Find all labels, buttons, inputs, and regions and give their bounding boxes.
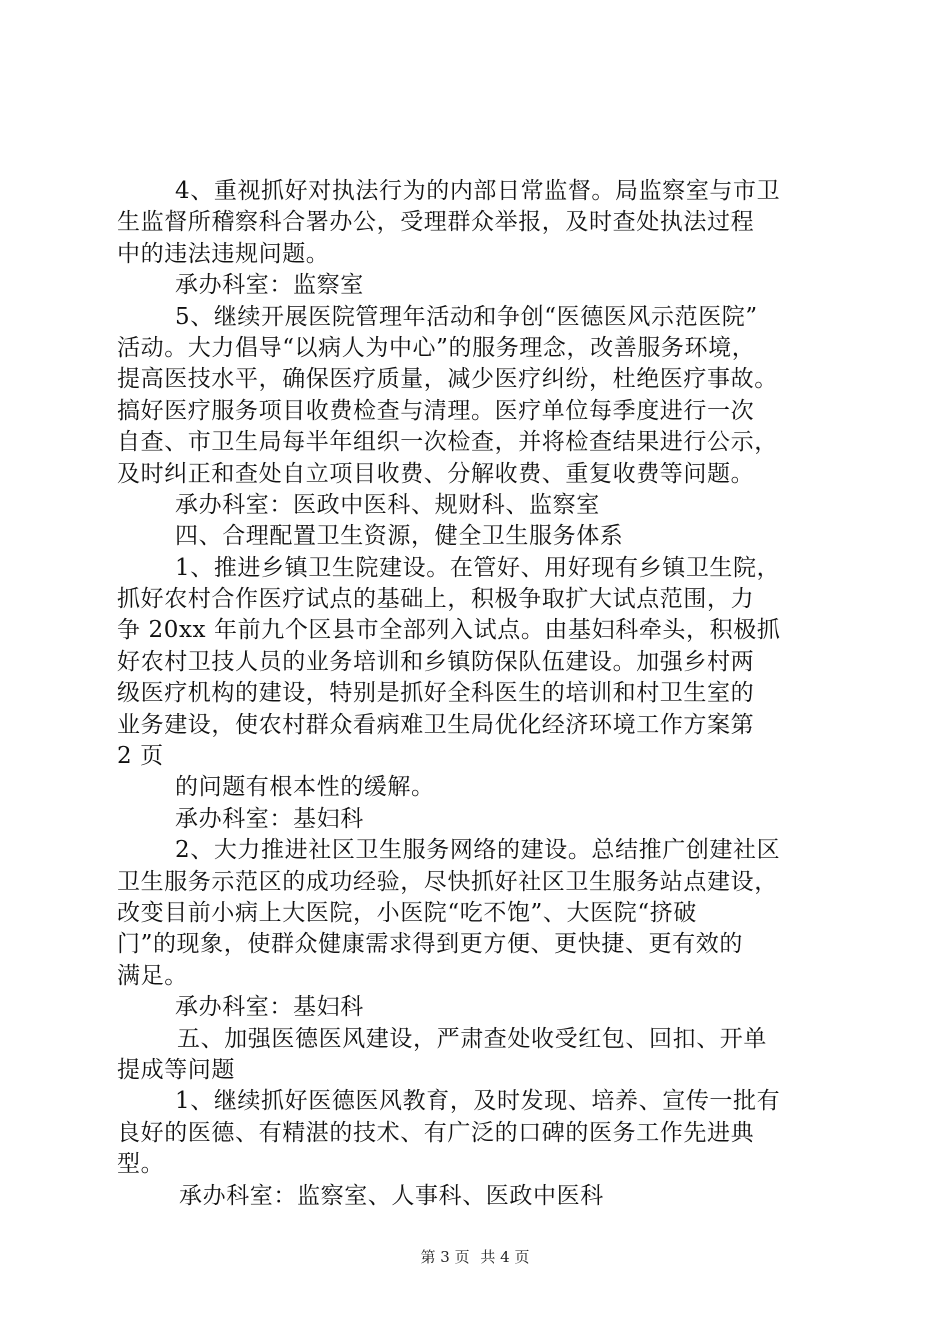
document-body [117,176,837,1212]
text-line: 1、继续抓好医德医风教育，及时发现、培养、宣传一批有 [175,1088,781,1115]
page-number: 第 3 页 [420,1248,470,1266]
text-line: 搞好医疗服务项目收费检查与清理。医疗单位每季度进行一次 [117,397,755,424]
text-line: 活动。大力倡导“以病人为中心”的服务理念，改善服务环境， [117,334,756,361]
text-line: 2 页 [117,743,164,770]
text-line: 4、重视抓好对执法行为的内部日常监督。局监察室与市卫 [175,178,781,204]
text-line: 提高医技水平，确保医疗质量，减少医疗纠纷，杜绝医疗事故。 [117,366,778,393]
text-line: 的问题有根本性的缓解。 [175,774,435,801]
text-line: 承办科室：医政中医科、规财科、监察室 [175,491,600,518]
text-line: 抓好农村合作医疗试点的基础上，积极争取扩大试点范围，力 [117,586,755,613]
text-line: 业务建设，使农村群众看病难卫生局优化经济环境工作方案第 [117,711,755,738]
text-line: 中的违法违规问题。 [117,240,330,267]
text-line: 承办科室：基妇科 [175,994,364,1021]
text-line: 争 20xx 年前九个区县市全部列入试点。由基妇科牵头，积极抓 [117,617,781,644]
text-line: 级医疗机构的建设，特别是抓好全科医生的培训和村卫生室的 [117,680,755,707]
text-line: 2、大力推进社区卫生服务网络的建设。总结推广创建社区 [175,837,781,864]
text-line: 及时纠正和查处自立项目收费、分解收费、重复收费等问题。 [117,460,755,487]
text-line: 型。 [117,1151,165,1178]
text-line: 改变目前小病上大医院，小医院“吃不饱”、大医院“挤破 [117,899,697,926]
text-line: 承办科室：监察室、人事科、医政中医科 [179,1182,604,1209]
text-line: 自查、市卫生局每半年组织一次检查，并将检查结果进行公示， [117,429,778,456]
text-line: 生监督所稽察科合署办公，受理群众举报，及时查处执法过程 [117,209,755,236]
text-line: 承办科室：基妇科 [175,805,364,832]
page-total: 共 4 页 [480,1248,530,1266]
text-line: 承办科室：监察室 [175,272,364,299]
text-line: 好农村卫技人员的业务培训和乡镇防保队伍建设。加强乡村两 [117,648,755,675]
page-footer [0,1246,950,1267]
text-line: 提成等问题 [117,1056,235,1083]
text-line: 卫生服务示范区的成功经验，尽快抓好社区卫生服务站点建设， [117,868,778,895]
text-line: 满足。 [117,962,188,989]
text-line: 四、合理配置卫生资源，健全卫生服务体系 [175,523,624,550]
text-line: 良好的医德、有精湛的技术、有广泛的口碑的医务工作先进典 [117,1119,755,1146]
text-line: 1、推进乡镇卫生院建设。在管好、用好现有乡镇卫生院， [175,554,781,581]
text-line: 五、加强医德医风建设，严肃查处收受红包、回扣、开单 [177,1025,767,1052]
text-line: 门”的现象，使群众健康需求得到更方便、更快捷、更有效的 [117,931,743,958]
text-line: 5、继续开展医院管理年活动和争创“医德医风示范医院” [175,303,758,330]
